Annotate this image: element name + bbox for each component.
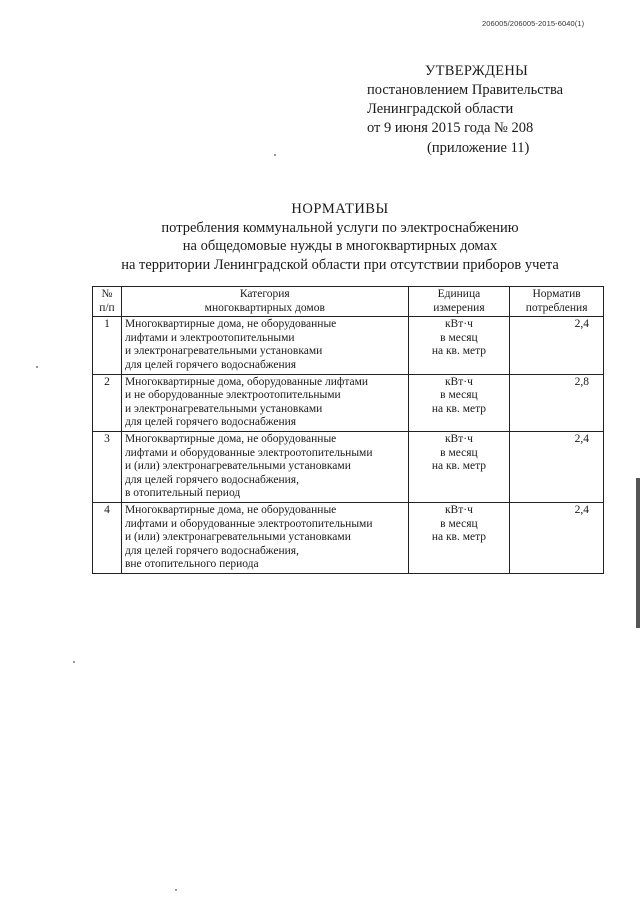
- category-line: для целей горячего водоснабжения,: [124, 544, 299, 557]
- row-unit: [408, 502, 510, 573]
- unit-line: кВт·ч: [444, 318, 473, 331]
- unit-line: на кв. метр: [431, 345, 487, 358]
- unit-line: кВт·ч: [444, 432, 473, 445]
- category-line: лифтами и электроотопительными: [124, 331, 295, 344]
- row-category: [121, 374, 408, 431]
- unit-line: в месяц: [440, 331, 478, 344]
- table-row: [93, 502, 604, 573]
- category-line: вне отопительного периода: [124, 558, 259, 571]
- unit-line: кВт·ч: [444, 375, 473, 388]
- row-norm: 2,4: [510, 431, 604, 502]
- table-body: [93, 317, 604, 574]
- category-line: для целей горячего водоснабжения: [124, 358, 297, 371]
- scan-speck: [36, 366, 38, 368]
- document-subtitle: на общедомовые нужды в многоквартирных домах: [182, 238, 498, 254]
- table-row: [93, 431, 604, 502]
- row-norm: 2,8: [510, 374, 604, 431]
- table-row: [93, 317, 604, 374]
- header-text: измерения: [433, 301, 485, 314]
- document-subtitle: потребления коммунальной услуги по электроснабжению: [161, 219, 519, 236]
- category-line: и не оборудованные электроотопительными: [124, 389, 341, 402]
- scan-speck: [274, 154, 276, 156]
- unit-line: кВт·ч: [444, 503, 473, 516]
- header-text: №: [101, 288, 113, 300]
- row-norm: 2,4: [510, 502, 604, 573]
- table-header: [93, 287, 604, 317]
- header-text: Единица: [437, 288, 481, 300]
- document-subtitle: на территории Ленинградской области при отсутствии приборов учета: [121, 256, 559, 273]
- approval-line: от 9 июня 2015 года № 208: [367, 120, 534, 136]
- row-norm: 2,4: [510, 317, 604, 374]
- category-line: и электронагревательными установками: [124, 345, 323, 358]
- row-unit: [408, 431, 510, 502]
- category-line: для целей горячего водоснабжения: [124, 416, 297, 429]
- approval-heading: УТВЕРЖДЕНЫ: [425, 63, 529, 79]
- unit-line: на кв. метр: [431, 531, 487, 544]
- category-line: Многоквартирные дома, не оборудованные: [124, 503, 337, 516]
- category-line: лифтами и оборудованные электроотопительными: [124, 517, 373, 530]
- document-id: 206005/206005-2015-6040(1): [482, 19, 585, 28]
- norms-table: [92, 286, 604, 574]
- row-category: [121, 317, 408, 374]
- row-unit: [408, 374, 510, 431]
- approval-line: постановлением Правительства: [367, 82, 564, 98]
- approval-line: Ленинградской области: [367, 101, 514, 117]
- category-line: для целей горячего водоснабжения,: [124, 473, 299, 486]
- unit-line: в месяц: [440, 517, 478, 530]
- unit-line: в месяц: [440, 389, 478, 402]
- unit-line: на кв. метр: [431, 460, 487, 473]
- row-category: [121, 431, 408, 502]
- scan-speck: [73, 661, 75, 663]
- category-line: Многоквартирные дома, не оборудованные: [124, 318, 337, 331]
- category-line: лифтами и оборудованные электроотопительными: [124, 446, 373, 459]
- header-norm: [510, 287, 604, 317]
- header-text: Норматив: [532, 288, 581, 300]
- header-text: п/п: [99, 301, 115, 314]
- unit-line: на кв. метр: [431, 402, 487, 415]
- row-num: 1: [93, 317, 122, 374]
- approval-block: [367, 62, 607, 158]
- category-line: и (или) электронагревательными установками: [124, 460, 351, 473]
- category-line: и (или) электронагревательными установками: [124, 531, 351, 544]
- category-line: Многоквартирные дома, оборудованные лифтами: [124, 375, 369, 388]
- unit-line: в месяц: [440, 446, 478, 459]
- header-num: [93, 287, 122, 317]
- category-line: Многоквартирные дома, не оборудованные: [124, 432, 337, 445]
- header-text: многоквартирных домов: [204, 301, 325, 314]
- approval-appendix: (приложение 11): [427, 140, 530, 156]
- header-unit: [408, 287, 510, 317]
- table-row: [93, 374, 604, 431]
- row-num: 2: [93, 374, 122, 431]
- scan-speck: [175, 889, 177, 891]
- scan-edge-mark: [636, 478, 640, 628]
- row-num: 3: [93, 431, 122, 502]
- category-line: в отопительный период: [124, 487, 241, 500]
- row-num: 4: [93, 502, 122, 573]
- document-title: НОРМАТИВЫ: [291, 201, 389, 217]
- header-text: потребления: [525, 301, 588, 314]
- title-block: [80, 200, 600, 274]
- row-category: [121, 502, 408, 573]
- row-unit: [408, 317, 510, 374]
- header-category: [121, 287, 408, 317]
- header-text: Категория: [239, 288, 290, 300]
- category-line: и электронагревательными установками: [124, 402, 323, 415]
- table-header-row: [93, 287, 604, 317]
